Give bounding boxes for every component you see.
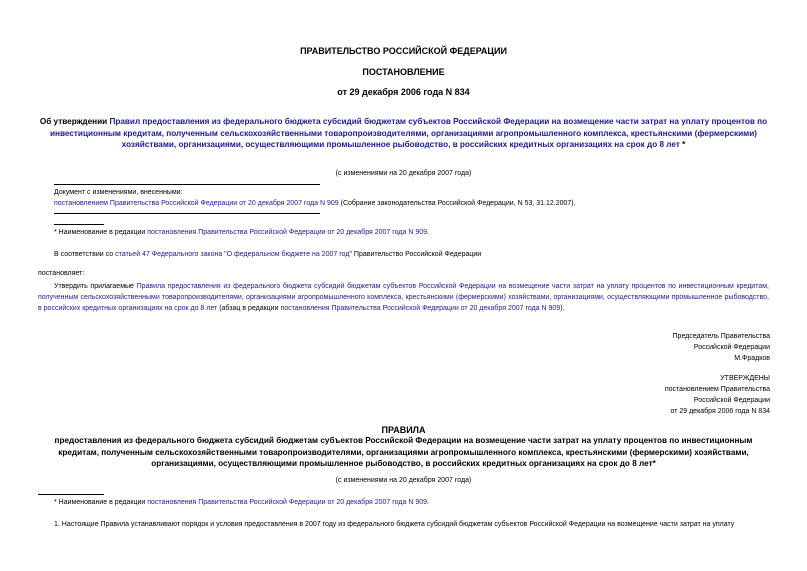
amendments-box-top-rule — [54, 184, 320, 185]
approved-rules-link[interactable]: Правила предоставления из федерального бюджета субсидий бюджетам субъектов Российской Федерации на возмещение части затрат на уплату процентов по инвестиционным кредитам, полученным сельскохозяйственными товаропроизводителями, организациями агропромышленного комплекса, крестьянскими (фермерскими) хозяйствами, организациями, осуществляющими промышленное рыбоводство, в российских кредитных организациях на срок до 8 лет — [38, 283, 769, 312]
amendments-box-heading: Документ с изменениями, внесенными: — [54, 189, 183, 196]
title-prefix: Об утверждении — [39, 117, 110, 126]
government-heading: ПРАВИТЕЛЬСТВО РОССИЙСКОЙ ФЕДЕРАЦИИ — [300, 46, 507, 56]
decree-body: Утвердить прилагаемые Правила предоставления из федерального бюджета субсидий бюджетам субъектов Российской Федерации на возмещение части затрат на уплату процентов по инвестиционным кредитам, полученным сельскохозяйственными товаропроизводителями, организациями агропромышленного комплекса, крестьянскими (фермерскими) хозяйствами, организациями, осуществляющими промышленное рыбоводство, в российских кредитных организациях на срок до 8 лет (абзац в редакции постановления Правительства Российской Федерации от 20 декабря 2007 года N 909). — [38, 283, 769, 312]
amended-note: (с изменениями на 20 декабря 2007 года) — [335, 170, 472, 177]
rules-heading: ПРАВИЛА — [381, 425, 426, 435]
rules-footnote-rule — [38, 494, 104, 495]
approved-country: Российской Федерации — [693, 397, 770, 404]
signature-position: Председатель Правительства — [672, 333, 770, 340]
signature-country: Российской Федерации — [693, 344, 770, 351]
rules-footnote-909-link[interactable]: постановления Правительства Российской Федерации от 20 декабря 2007 года N 909 — [147, 499, 427, 506]
amendment-source: (Собрание законодательства Российской Федерации, N 53, 31.12.2007). — [338, 200, 576, 207]
approved-by: постановлением Правительства — [664, 386, 770, 393]
basis-paragraph: В соответствии со статьей 47 Федерального закона "О федеральном бюджете на 2007 год" Правительство Российской Федерации — [54, 251, 482, 258]
footnote-title-edition: * Наименование в редакции постановления Правительства Российской Федерации от 20 декабря 2007 года N 909. — [54, 229, 429, 236]
article-47-link[interactable]: статьей 47 Федерального закона "О федеральном бюджете на 2007 год" — [115, 251, 352, 258]
decree-word: постановляет: — [38, 270, 85, 277]
amendments-box-bottom-rule — [54, 213, 320, 214]
title-rules-link[interactable]: Правил предоставления из федерального бюджета субсидий бюджетам субъектов Российской Федерации на возмещение части затрат на уплату процентов по инвестиционным кредитам, полученным сельскохозяйственными товаропроизводителями, организациями агропромышленного комплекса, крестьянскими (фермерскими) хозяйствами, организациями, осуществляющими промышленное рыбоводство, в российских кредитных организациях на срок до 8 лет — [50, 117, 768, 149]
amendments-box-entry — [54, 198, 774, 209]
signature-name: М.Фрадков — [734, 355, 770, 362]
signature-block — [520, 331, 770, 364]
title-suffix: * — [679, 140, 686, 149]
document-title — [38, 116, 769, 151]
approved-word: УТВЕРЖДЕНЫ — [720, 375, 770, 382]
approval-stamp — [520, 373, 770, 417]
rules-subtitle: предоставления из федерального бюджета субсидий бюджетам субъектов Российской Федерации на возмещение части затрат на уплату процентов по инвестиционным кредитам, полученным сельскохозяйственными товаропроизводителями, организациями агропромышленного комплекса, крестьянскими (фермерскими) хозяйствами, организациями, осуществляющими промышленное рыбоводство, в российских кредитных организациях на срок до 8 лет* — [54, 436, 753, 468]
document-type-heading: ПОСТАНОВЛЕНИЕ — [362, 67, 445, 77]
rules-clause-1: 1. Настоящие Правила устанавливают порядок и условия предоставления в 2007 году из федерального бюджета субсидий бюджетам субъектов Российской Федерации на возмещение части затрат на уплату — [54, 521, 735, 528]
rules-amended-note: (с изменениями на 20 декабря 2007 года) — [335, 477, 472, 484]
approved-date: от 29 декабря 2006 года N 834 — [670, 408, 770, 415]
amendment-909-link[interactable]: постановлением Правительства Российской Федерации от 20 декабря 2007 года N 909 — [54, 200, 339, 207]
footnote-909-link[interactable]: постановления Правительства Российской Федерации от 20 декабря 2007 года N 909 — [147, 229, 427, 236]
document-date-number: от 29 декабря 2006 года N 834 — [337, 87, 470, 97]
rules-footnote: * Наименование в редакции постановления Правительства Российской Федерации от 20 декабря 2007 года N 909. — [54, 499, 429, 506]
decree-909-link[interactable]: постановления Правительства Российской Федерации от 20 декабря 2007 года N 909 — [280, 305, 561, 312]
footnote-rule — [54, 224, 104, 225]
